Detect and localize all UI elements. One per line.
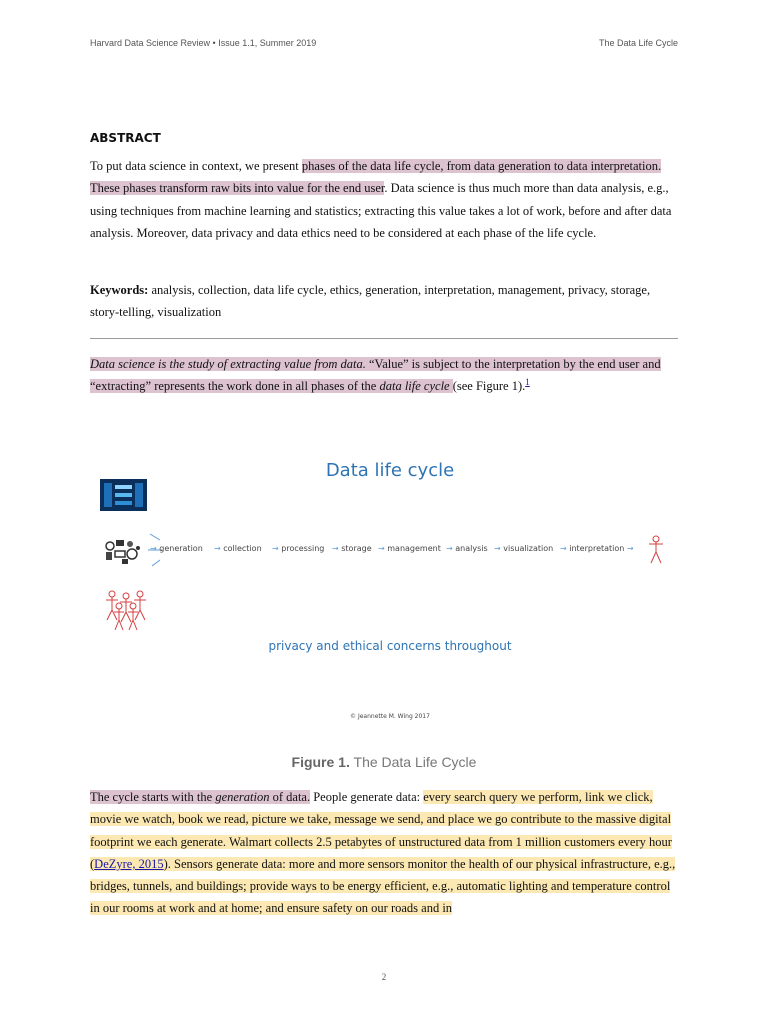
section-divider	[90, 338, 678, 339]
people-group-icon	[104, 588, 148, 632]
keywords-paragraph	[90, 279, 678, 324]
dezyre-citation-link[interactable]: DeZyre, 2015	[94, 856, 164, 871]
figure-data-life-cycle	[90, 440, 678, 740]
footnote-link[interactable]: 1	[525, 377, 530, 388]
intro-text: “Value” is subject to the interpretation by the end user and “extracting” represents the work done in all phases of the	[90, 357, 661, 394]
keywords-label: Keywords:	[90, 283, 149, 297]
figure-caption	[90, 754, 678, 770]
intro-figure-ref: (see Figure 1).	[452, 379, 526, 394]
gen-text-of-data: of data.	[269, 790, 311, 804]
data-center-icon	[100, 479, 147, 511]
privacy-note: privacy and ethical concerns throughout	[268, 639, 512, 653]
life-cycle-stages: → generation → collection → processing → storage → management → analysis → visualization → interpretation →	[150, 544, 634, 553]
figure-copyright: © Jeannette M. Wing 2017	[350, 713, 430, 720]
gen-term: generation	[215, 790, 270, 804]
stage-storage: storage	[341, 544, 372, 553]
intro-term: data life cycle	[379, 379, 450, 394]
gen-text-start: The cycle starts with the	[90, 790, 216, 804]
stage-visualization: visualization	[503, 544, 554, 553]
figure-title: Data life cycle	[325, 460, 455, 481]
gen-people-text: People generate data:	[310, 790, 424, 804]
keywords-list: analysis, collection, data life cycle, ethics, generation, interpretation, management, privacy, storage, story-telling, visualization	[90, 283, 651, 320]
running-header	[90, 38, 678, 52]
intro-definition: Data science is the study of extracting value from data.	[90, 357, 366, 371]
page-number: 2	[381, 972, 387, 982]
gen-sensors-text: ). Sensors generate data: more and more sensors monitor the health of our physical infrastructure, e.g., bridges, tunnels, and buildings; provide ways to be energy efficient, e.g., automatic lighting and temperature control in our rooms at work and at home; and ensure safety on our roads and in	[90, 856, 676, 916]
stage-management: management	[387, 544, 441, 553]
end-user-icon	[646, 535, 666, 565]
stage-analysis: analysis	[455, 544, 488, 553]
stage-interpretation: interpretation	[569, 544, 625, 553]
abstract-text-start: To put data science in context, we present	[90, 159, 302, 173]
abstract-text-end: . Data science is thus much more than data analysis, e.g., using techniques from machine learning and statistics; extracting this value takes a lot of work, before and after data analysis. Moreover, data privacy and data ethics need to be considered at each phase of the life cycle.	[90, 181, 672, 240]
stage-collection: collection	[223, 544, 262, 553]
journal-title: Harvard Data Science Review • Issue 1.1, Summer 2019	[90, 38, 317, 48]
caption-text: The Data Life Cycle	[349, 754, 477, 770]
abstract-heading: ABSTRACT	[90, 131, 161, 145]
caption-label: Figure 1.	[291, 754, 350, 770]
generation-paragraph	[90, 786, 678, 920]
stage-generation: generation	[159, 544, 203, 553]
gen-highlight-text: every search query we perform, link we click, movie we watch, book we read, picture we take, message we send, and place we go contribute to the massive digital footprint we each generate. Walmart collects 2.5 petabytes of unstructured data from 1 million customers every hour (	[90, 790, 672, 871]
intro-paragraph	[90, 353, 678, 398]
abstract-paragraph	[90, 155, 678, 244]
abstract-highlight: phases of the data life cycle, from data generation to data interpretation. These phases transform raw bits into value for the end user	[90, 159, 662, 196]
stage-processing: processing	[281, 544, 325, 553]
article-short-title: The Data Life Cycle	[598, 38, 678, 48]
